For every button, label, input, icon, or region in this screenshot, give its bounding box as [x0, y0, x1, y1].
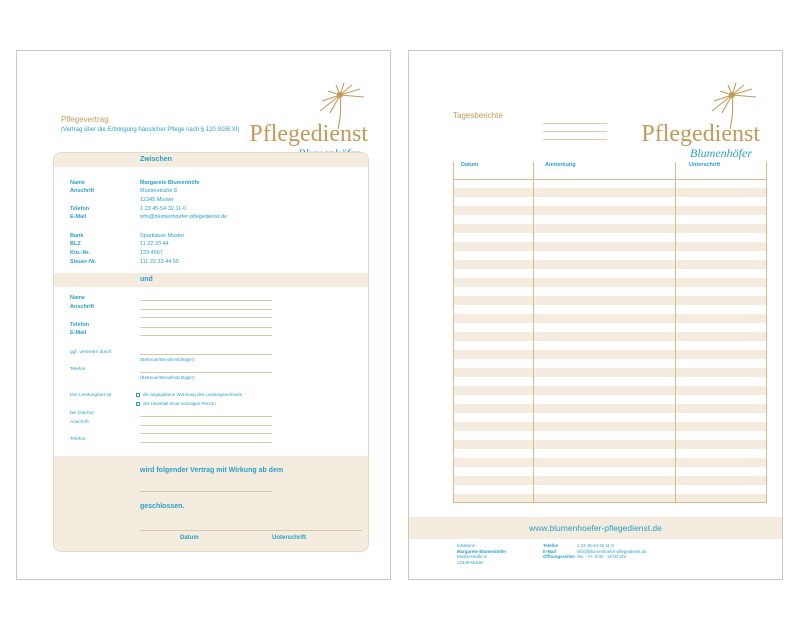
representative-hint: (Betreuer/Bevollmächtigter) — [140, 357, 195, 362]
other-name-field[interactable] — [140, 416, 272, 417]
concluded-text: geschlossen. — [140, 503, 185, 510]
report-row-stripe — [454, 440, 766, 449]
report-row-stripe — [454, 386, 766, 395]
bank-label: Bank — [70, 233, 84, 239]
option-other-household-checkbox[interactable] — [136, 402, 140, 406]
option-other-household-label: der Haushalt einer sonstigen Person — [143, 401, 216, 406]
report-row-stripe — [454, 422, 766, 431]
footer-hours: Mo. - Fr. 9:00 - 18:00 Uhr — [577, 554, 627, 559]
report-row-stripe — [454, 350, 766, 359]
provider-city: 12345 Muster — [140, 197, 174, 203]
representative-phone-field[interactable] — [140, 372, 272, 373]
provider-name: Margarete Blumenhöfe — [140, 180, 200, 186]
option-own-home-checkbox[interactable] — [136, 393, 140, 397]
column-divider — [533, 162, 534, 503]
footer-hours-label: Öffnungszeiten — [543, 554, 575, 559]
provider-email-label: E-Mail — [70, 214, 87, 220]
client-name-label: Name — [70, 295, 85, 301]
section-band — [54, 153, 368, 167]
other-address-field-2[interactable] — [140, 433, 272, 434]
provider-name-label: Name — [70, 180, 85, 186]
column-header-signature: Unterschrift — [689, 162, 721, 168]
document-title: Pflegevertrag — [61, 115, 109, 124]
client-address-label: Anschrift — [70, 304, 95, 310]
section-between-label: Zwischen — [140, 156, 172, 163]
report-row-stripe — [454, 260, 766, 269]
daily-report-page — [408, 50, 783, 580]
representative-phone-label: Telefon — [70, 367, 86, 372]
client-name-field[interactable] — [140, 300, 272, 301]
footer-phone-label: Telefon — [543, 543, 559, 548]
report-row-stripe — [454, 206, 766, 215]
provider-phone: 1 23 45-54 32 11-0 — [140, 206, 187, 212]
other-phone-field[interactable] — [140, 442, 272, 443]
contract-start-text: wird folgender Vertrag mit Wirkung ab dem — [140, 467, 284, 474]
provider-address-label: Anschrift — [70, 188, 95, 194]
client-address-field-2[interactable] — [140, 317, 272, 318]
client-phone-field[interactable] — [140, 327, 272, 328]
footer-email: info@blumenhoefer-pflegedienst.de — [577, 548, 647, 554]
footer-city: 12345 Muster — [457, 559, 484, 565]
other-address-label: Anschrift — [70, 420, 89, 425]
section-band — [54, 273, 368, 287]
report-table — [453, 162, 767, 503]
column-header-date: Datum — [461, 162, 479, 168]
report-row-stripe — [454, 368, 766, 377]
blz-label: BLZ — [70, 241, 81, 247]
logo-subname: Blumenhöfer — [690, 146, 752, 160]
column-divider — [766, 162, 767, 503]
other-phone-label: Telefon — [70, 437, 86, 442]
provider-street: Musterstraße 8 — [140, 188, 177, 194]
other-address-field[interactable] — [140, 425, 272, 426]
report-row-stripe — [454, 404, 766, 413]
client-address-field[interactable] — [140, 309, 272, 310]
footer-phone: 1 23 45-54 32 11-0 — [577, 543, 614, 548]
contract-form — [53, 152, 369, 552]
footer-contact-values — [577, 543, 647, 560]
report-field-line[interactable] — [543, 123, 607, 124]
bank-value: Sparkasse Muster — [140, 233, 185, 239]
representative-field[interactable] — [140, 354, 272, 355]
provider-phone-label: Telefon — [70, 206, 90, 212]
header-divider — [453, 179, 767, 180]
blz-value: 11 22 33 44 — [140, 241, 169, 247]
account-label: Kto.-Nr. — [70, 250, 90, 256]
report-row-stripe — [454, 224, 766, 233]
other-name-label: bei (Name) — [70, 411, 94, 416]
column-divider — [675, 162, 676, 503]
provider-email: info@blumenhoefer-pflegedienst.de — [140, 214, 228, 220]
client-email-field[interactable] — [140, 335, 272, 336]
tax-label: Steuer-Nr. — [70, 259, 97, 265]
report-row-stripe — [454, 278, 766, 287]
account-value: 123 4567 — [140, 250, 163, 256]
contract-page — [16, 50, 391, 580]
report-field-line[interactable] — [543, 139, 607, 140]
signature-line[interactable] — [140, 530, 362, 531]
tax-value: 111 22 33 44 55 — [140, 259, 179, 265]
client-email-label: E-Mail — [70, 330, 87, 336]
table-bottom-border — [453, 502, 767, 503]
report-table-header — [453, 162, 767, 179]
footer-owner-name: Margarete Blumenhöfer — [457, 548, 507, 554]
column-header-note: Anmerkung — [545, 162, 576, 168]
report-row-stripe — [454, 458, 766, 467]
footer-owner — [457, 543, 506, 565]
representative-label: ggf. vertreten durch — [70, 350, 112, 355]
representative-phone-hint: (Betreuer/Bevollmächtigter) — [140, 375, 195, 380]
report-row-stripe — [454, 332, 766, 341]
website-link[interactable]: www.blumenhoefer-pflegedienst.de — [529, 523, 662, 533]
logo-wordmark: Pflegedienst — [641, 121, 760, 147]
column-divider — [453, 162, 454, 503]
report-title: Tagesberichte — [453, 111, 503, 120]
signature-label: Unterschrift — [272, 535, 307, 541]
company-logo — [641, 73, 764, 160]
document-subtitle: (Vertrag über die Erbringung häuslicher Pflege nach § 120 SGB XI) — [61, 127, 240, 133]
section-and-label: und — [140, 276, 153, 283]
footer-owner-label: Inhaberin — [457, 543, 476, 548]
report-field-line[interactable] — [543, 131, 607, 132]
contract-start-field[interactable] — [140, 491, 272, 492]
report-row-stripe — [454, 242, 766, 251]
footer-contact-labels — [543, 543, 575, 560]
logo-wordmark: Pflegedienst — [249, 121, 368, 147]
report-row-stripe — [454, 188, 766, 197]
client-phone-label: Telefon — [70, 322, 90, 328]
report-row-stripe — [454, 476, 766, 485]
report-row-stripe — [454, 296, 766, 305]
date-label: Datum — [180, 535, 199, 541]
report-row-stripe — [454, 314, 766, 323]
company-logo — [249, 73, 372, 153]
service-location-label: Der Leistungsort ist — [70, 393, 112, 398]
option-own-home-label: die angegebene Wohnung des Leistungsnehmers — [143, 392, 243, 397]
footer-email-label: E-Mail — [543, 548, 556, 554]
footer-street: Musterstraße 8 — [457, 554, 487, 559]
